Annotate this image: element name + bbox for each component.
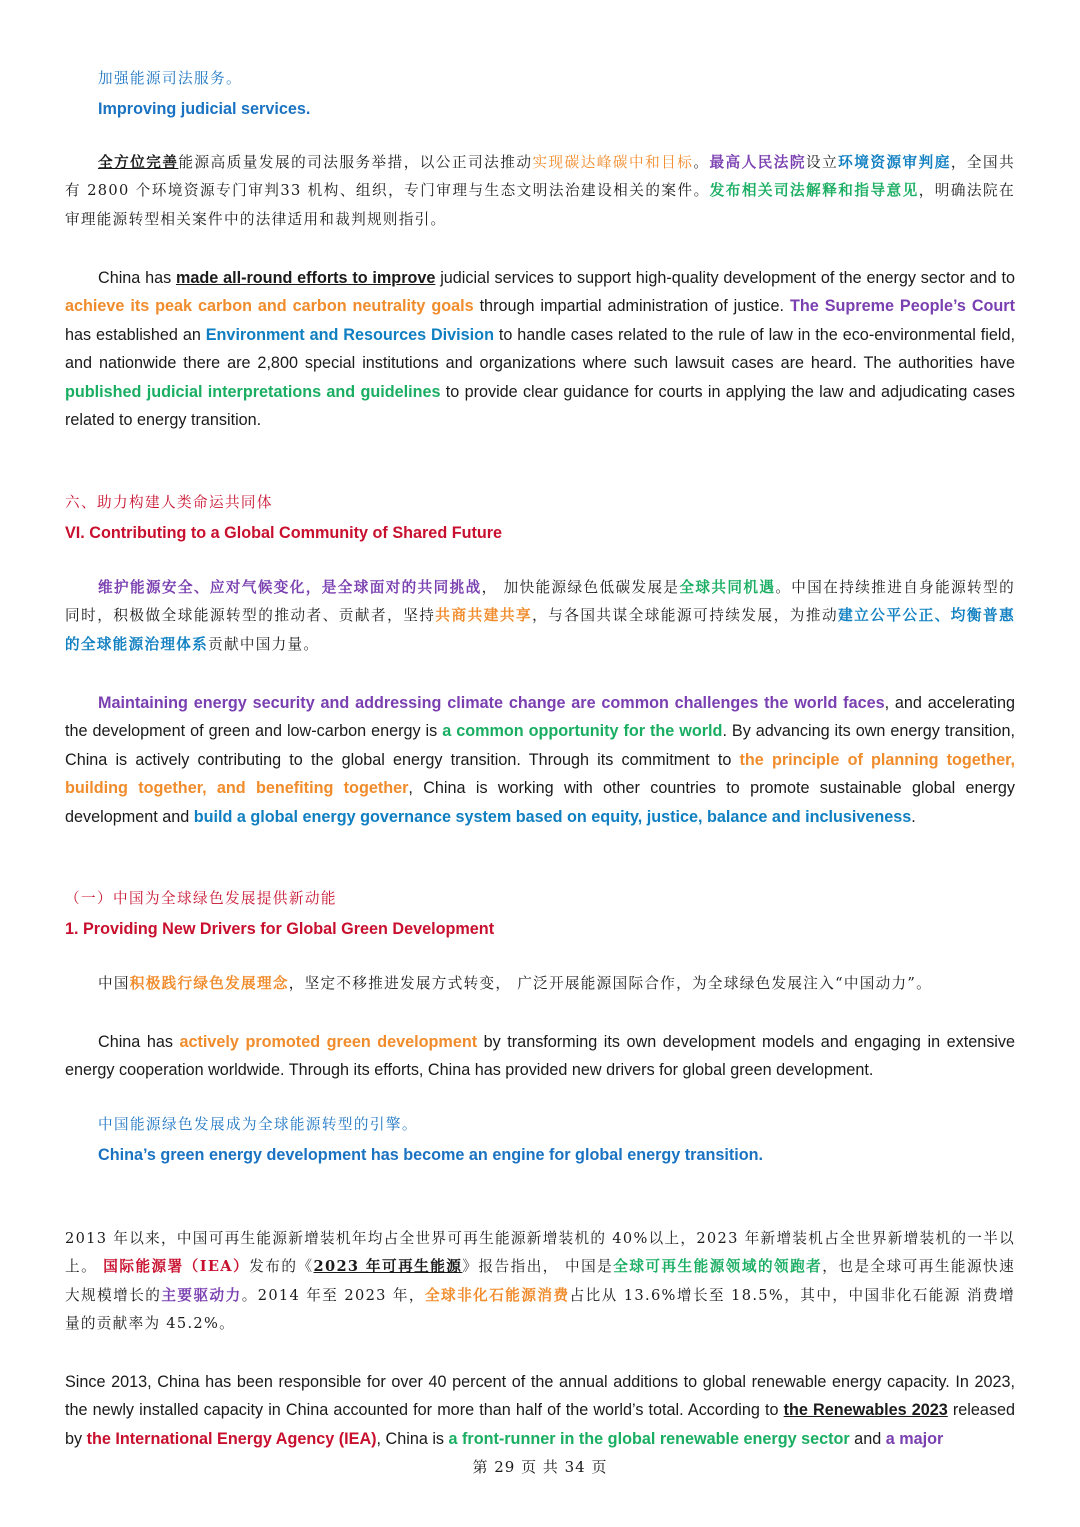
page-footer: 第 29 页 共 34 页 (472, 1458, 608, 1476)
paragraph-en: China has made all-round efforts to improve judicial services to support high-quality development of the energy sector and to achieve its peak carbon and carbon neutrality goals through impartial administration of justice. The Supreme People’s Court has established an Environment and Resources Division to handle cases related to the rule of law in the eco-environmental field, and nationwide there are 2,800 special institutions and organizations where such lawsuit cases are heard. The authorities have published judicial interpretations and guidelines to provide clear guidance for courts in applying the law and adjudicating cases related to energy transition. (65, 269, 1015, 430)
subheading-zh: 加强能源司法服务。 (98, 70, 242, 87)
section-heading-en: VI. Contributing to a Global Community of Shared Future (65, 524, 503, 542)
paragraph-zh: 维护能源安全、应对气候变化，是全球面对的共同挑战， 加快能源绿色低碳发展是全球共同机遇。中国在持续推进自身能源转型的同时，积极做全球能源转型的推动者、贡献者，坚持共商共建共享，与各国共谋全球能源可持续发展，为推动建立公平公正、均衡普惠的全球能源治理体系贡献中国力量。 (65, 579, 1016, 653)
paragraph-zh: 2013 年以来，中国可再生能源新增装机年均占全世界可再生能源新增装机的 40%以上，2023 年新增装机占全世界新增装机的一半以上。 国际能源署（IEA）发布的《2023 年可再生能源》报告指出， 中国是全球可再生能源领域的领跑者，也是全球可再生能源快速大规模增长的主要驱动力。2014 年至 2023 年，全球非化石能源消费占比从 13.6%增长至 18.5%，其中，中国非化石能源 消费增量的贡献率为 45.2%。 (65, 1230, 1016, 1333)
subsection-heading-zh: （一）中国为全球绿色发展提供新动能 (65, 890, 337, 907)
subheading-zh: 中国能源绿色发展成为全球能源转型的引擎。 (98, 1116, 418, 1133)
paragraph-en: China has actively promoted green development by transforming its own development models and engaging in extensive energy cooperation worldwide. Through its efforts, China has provided new drivers for global green development. (65, 1033, 1015, 1080)
subheading-en: China’s green energy development has become an engine for global energy transition. (98, 1146, 764, 1164)
paragraph-zh: 中国积极践行绿色发展理念，坚定不移推进发展方式转变， 广泛开展能源国际合作，为全球绿色发展注入“中国动力”。 (98, 975, 933, 992)
subsection-heading-en: 1. Providing New Drivers for Global Green Development (65, 920, 495, 938)
paragraph-en: Maintaining energy security and addressing climate change are common challenges the world faces, and accelerating the development of green and low-carbon energy is a common opportunity for the world. By advancing its own energy transition, China is actively contributing to the global energy transition. Through its commitment to the principle of planning together, building together, and benefiting together, China is working with other countries to promote sustainable global energy development and build a global energy governance system based on equity, justice, balance and inclusiveness. (65, 694, 1016, 826)
subheading-en: Improving judicial services. (98, 100, 311, 118)
paragraph-en: Since 2013, China has been responsible for over 40 percent of the annual additions to global renewable energy capacity. In 2023, the newly installed capacity in China accounted for more than half of the world’s total. According to the Renewables 2023 released by the International Energy Agency (IEA), China is a front-runner in the global renewable energy sector and a major (65, 1373, 1015, 1448)
paragraph-zh: 全方位完善能源高质量发展的司法服务举措，以公正司法推动实现碳达峰碳中和目标。最高人民法院设立环境资源审判庭，全国共有 2800 个环境资源专门审判33 机构、组织，专门审理与生态文明法治建设相关的案件。发布相关司法解释和指导意见，明确法院在审理能源转型相关案件中的法律适用和裁判规则指引。 (65, 154, 1015, 228)
section-heading-zh: 六、助力构建人类命运共同体 (65, 494, 273, 511)
